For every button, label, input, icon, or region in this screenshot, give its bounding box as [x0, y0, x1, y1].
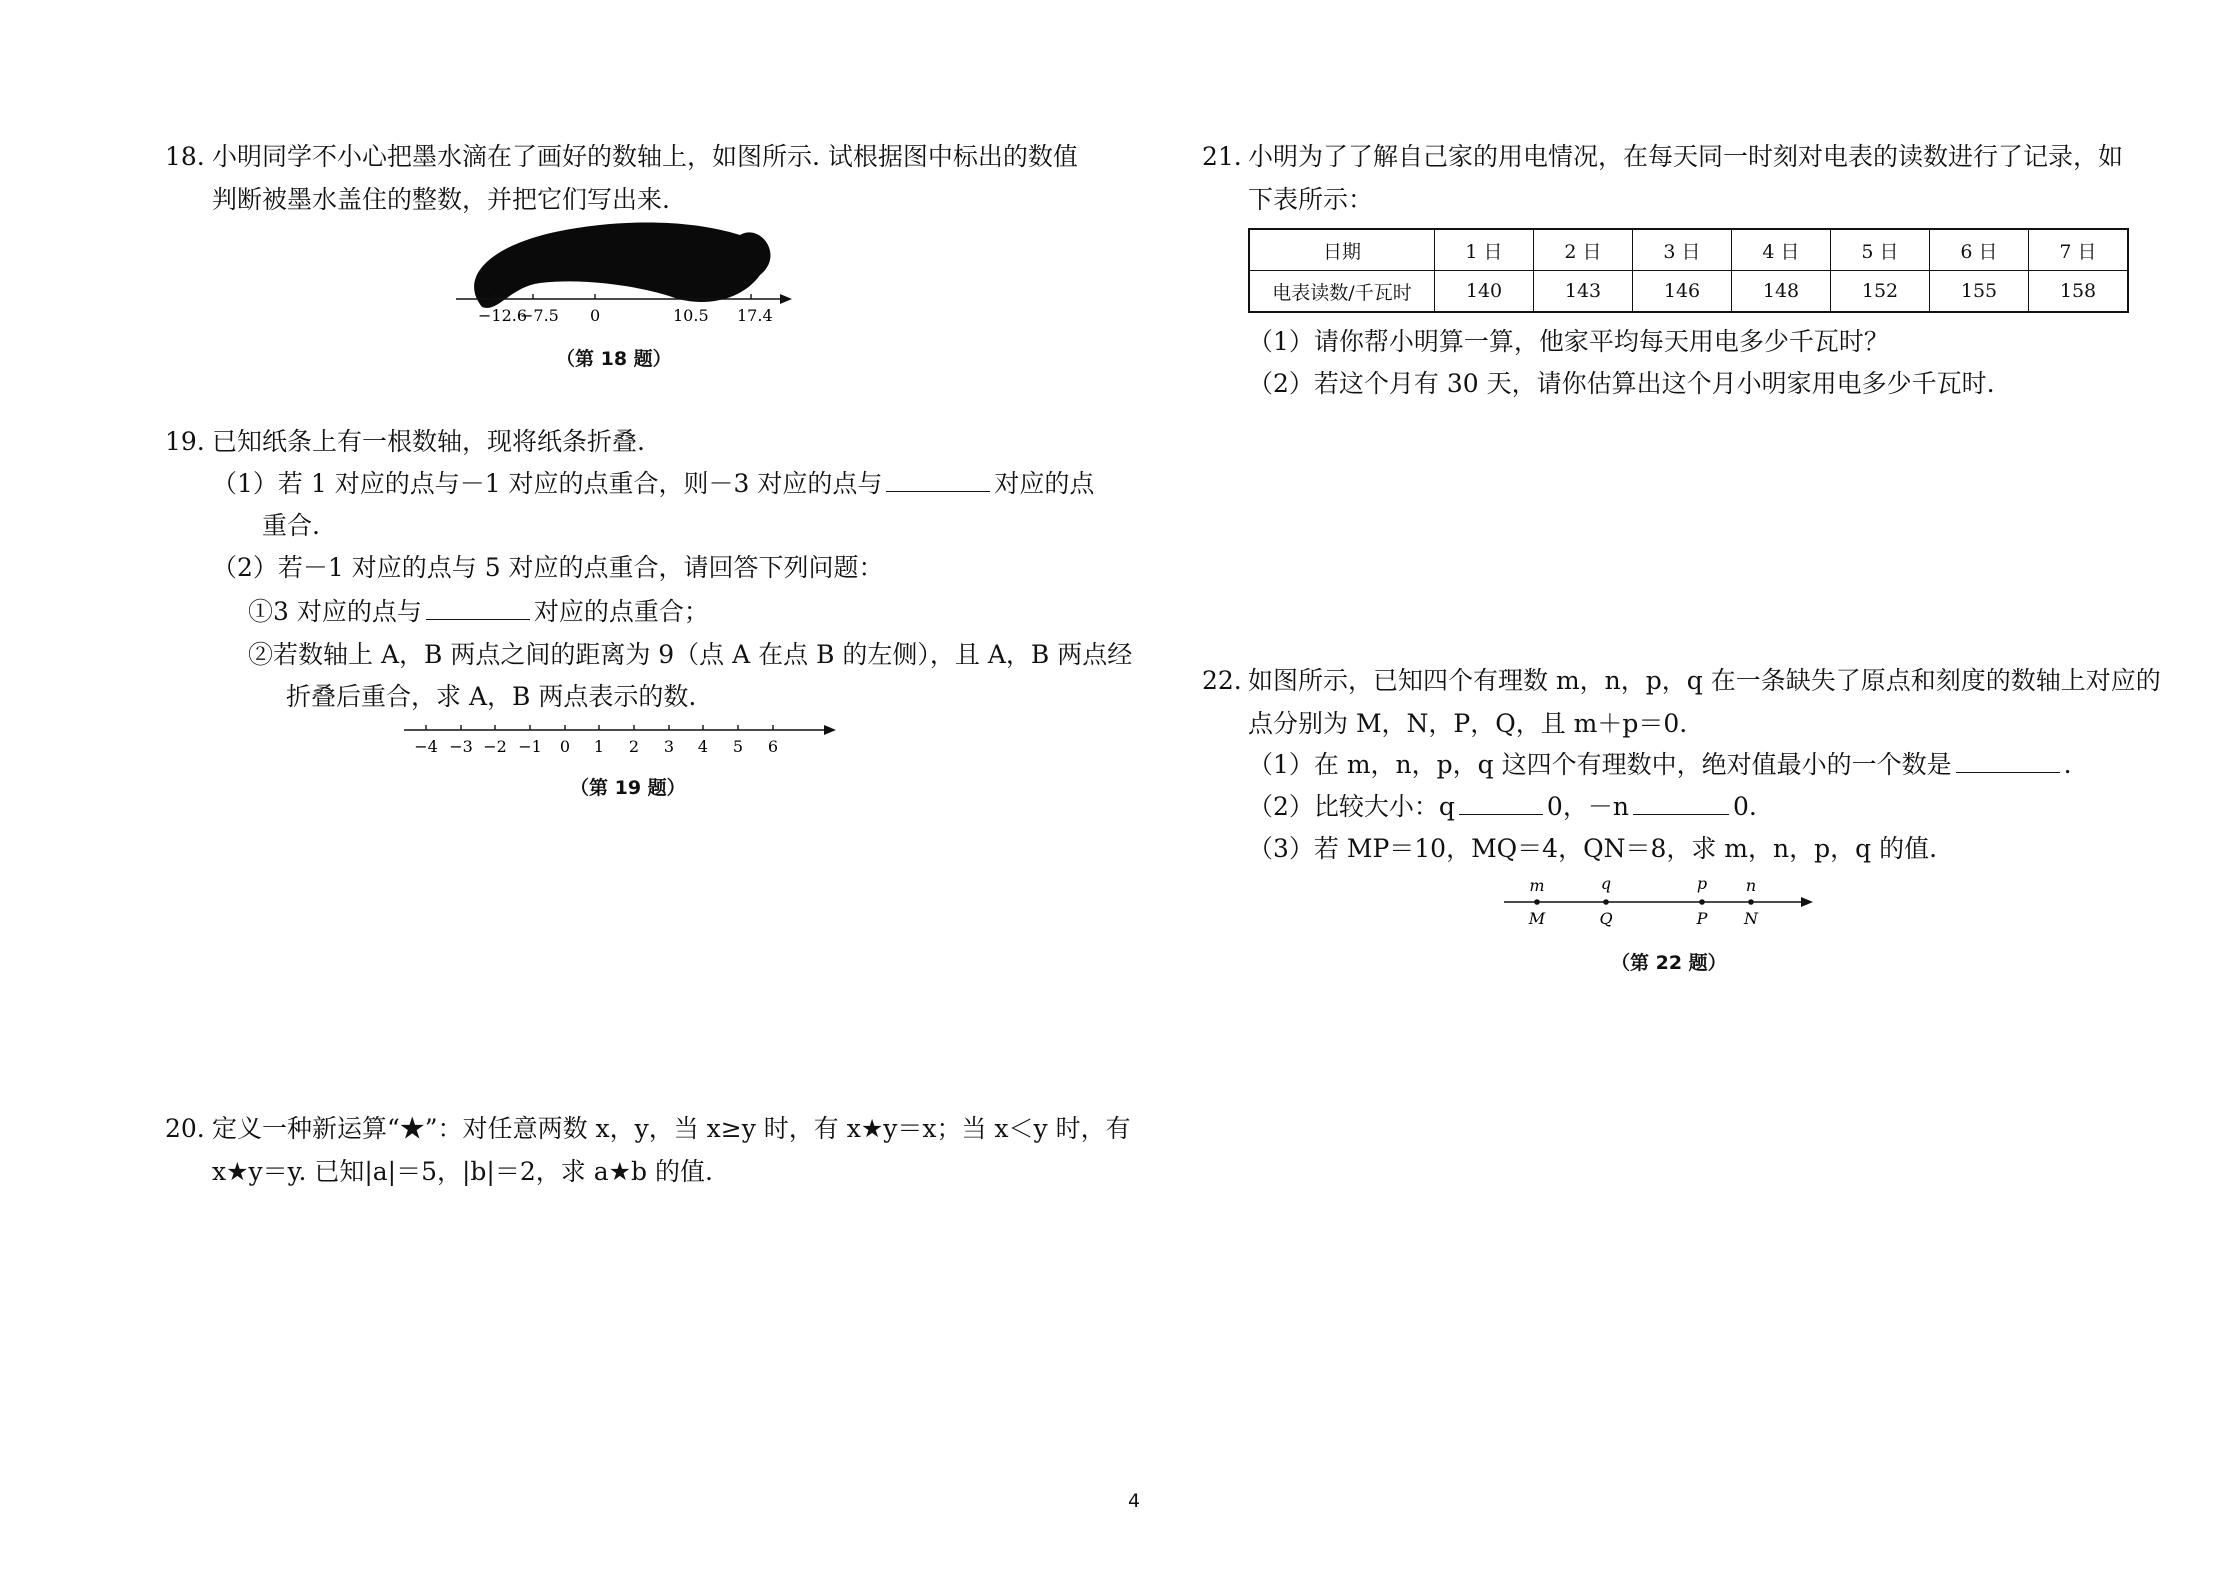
q20-number: 20. — [165, 1114, 205, 1143]
q20-text-line1: 定义一种新运算“★”：对任意两数 x，y，当 x≥y 时，有 x★y＝x；当 x＜y 时，有 — [212, 1114, 1131, 1143]
q19-number-line-figure — [400, 718, 850, 760]
q19-part2-sub2-line1: ②若数轴上 A，B 两点之间的距离为 9（点 A 在点 B 的左侧），且 A，B 两点经 — [248, 640, 1133, 669]
page-number: 4 — [1128, 1490, 1141, 1512]
q18-label-17.4: 17.4 — [737, 306, 773, 325]
q18-ink-number-line-figure — [440, 215, 810, 330]
q19-tick-0: 0 — [559, 737, 571, 756]
table-header-day3: 3 日 — [1633, 229, 1732, 271]
q21-part1: （1）请你帮小明算一算，他家平均每天用电多少千瓦时？ — [1248, 327, 1889, 356]
table-cell-day4: 148 — [1732, 271, 1831, 313]
q22-label-m: m — [1529, 876, 1545, 895]
table-row-label: 电表读数/千瓦时 — [1249, 271, 1435, 313]
q19-tick-neg3: −3 — [449, 737, 473, 756]
q18-caption: （第 18 题） — [556, 348, 672, 370]
q19-tick-neg4: −4 — [414, 737, 438, 756]
q19-part1-text-c: 重合. — [262, 511, 320, 540]
table-header-date: 日期 — [1249, 229, 1435, 271]
q19-tick-6: 6 — [767, 737, 779, 756]
q22-part1-text-b: . — [2063, 750, 2072, 779]
table-header-day5: 5 日 — [1831, 229, 1930, 271]
q22-part1-text-a: （1）在 m，n，p，q 这四个有理数中，绝对值最小的一个数是 — [1248, 750, 1952, 779]
q19-tick-neg2: −2 — [483, 737, 507, 756]
table-header-day2: 2 日 — [1534, 229, 1633, 271]
q22-label-M: M — [1528, 909, 1546, 928]
q22-label-P: P — [1696, 909, 1708, 928]
table-cell-day1: 140 — [1435, 271, 1534, 313]
q18-text-line2: 判断被墨水盖住的整数，并把它们写出来. — [212, 185, 670, 214]
q19-tick-3: 3 — [663, 737, 675, 756]
table-cell-day7: 158 — [2029, 271, 2129, 313]
q22-text-line2: 点分别为 M，N，P，Q，且 m＋p＝0. — [1248, 709, 1688, 738]
q22-part2-text-a: （2）比较大小：q — [1248, 792, 1455, 821]
q22-part1-answer-blank[interactable] — [1956, 750, 2060, 773]
q18-axis-arrow — [780, 294, 792, 304]
q18-label-10.5: 10.5 — [673, 306, 709, 325]
q22-label-q: q — [1600, 874, 1612, 893]
q18-label-neg7.5: −7.5 — [520, 306, 559, 325]
q19-tick-neg1: −1 — [518, 737, 542, 756]
q18-number: 18. — [165, 142, 205, 171]
q22-point-p — [1699, 899, 1705, 905]
table-header-day6: 6 日 — [1930, 229, 2029, 271]
q22-number: 22. — [1202, 666, 1242, 695]
q18-label-0: 0 — [590, 306, 601, 325]
q22-caption: （第 22 题） — [1611, 952, 1727, 974]
table-row — [1249, 229, 2128, 271]
table-header-day1: 1 日 — [1435, 229, 1534, 271]
q19-number: 19. — [165, 427, 205, 456]
q21-number: 21. — [1202, 142, 1242, 171]
q19-part2-sub1 — [248, 595, 709, 629]
q19-part1-answer-blank[interactable] — [886, 469, 990, 492]
q19-part2-sub1-text-b: 对应的点重合； — [533, 597, 709, 626]
q21-text-line1: 小明为了了解自己家的用电情况，在每天同一时刻对电表的读数进行了记录，如 — [1248, 142, 2124, 171]
q21-text-line2: 下表所示： — [1248, 185, 1374, 214]
q21-meter-table — [1248, 228, 2129, 313]
q22-point-q — [1603, 899, 1609, 905]
q19-part1 — [212, 467, 1094, 501]
q19-tick-5: 5 — [732, 737, 744, 756]
q22-label-N: N — [1744, 909, 1758, 928]
q19-part2: （2）若－1 对应的点与 5 对应的点重合，请回答下列问题： — [212, 553, 884, 582]
ink-blot — [474, 222, 770, 307]
q22-label-p: p — [1696, 874, 1708, 893]
table-header-day4: 4 日 — [1732, 229, 1831, 271]
q22-part1 — [1248, 748, 2072, 782]
q22-part2-answer-blank-2[interactable] — [1633, 792, 1729, 815]
table-row — [1249, 271, 2128, 313]
q19-part2-sub1-text-a: ①3 对应的点与 — [248, 597, 422, 626]
q22-label-n: n — [1745, 876, 1757, 895]
q19-tick-4: 4 — [697, 737, 709, 756]
q19-text-line1: 已知纸条上有一根数轴，现将纸条折叠. — [212, 427, 645, 456]
table-cell-day3: 146 — [1633, 271, 1732, 313]
q22-part2-answer-blank-1[interactable] — [1459, 792, 1543, 815]
q22-number-line-figure — [1500, 872, 1820, 932]
q19-part2-sub1-answer-blank[interactable] — [426, 597, 530, 620]
q22-label-Q: Q — [1599, 909, 1613, 928]
q19-part1-text-b: 对应的点 — [994, 469, 1095, 498]
q22-point-n — [1748, 899, 1754, 905]
q22-part2-text-c: 0. — [1732, 792, 1757, 821]
q19-tick-2: 2 — [628, 737, 640, 756]
q21-part2: （2）若这个月有 30 天，请你估算出这个月小明家用电多少千瓦时. — [1248, 369, 1995, 398]
q22-axis-arrow — [1801, 897, 1813, 907]
q19-part1-text-a: （1）若 1 对应的点与－1 对应的点重合，则－3 对应的点与 — [212, 469, 883, 498]
table-header-day7: 7 日 — [2029, 229, 2129, 271]
q18-label-neg12.6: −12.6 — [478, 306, 528, 325]
q22-point-m — [1534, 899, 1540, 905]
table-cell-day6: 155 — [1930, 271, 2029, 313]
q22-part2-text-b: 0，－n — [1546, 792, 1629, 821]
q22-text-line1: 如图所示，已知四个有理数 m，n，p，q 在一条缺失了原点和刻度的数轴上对应的 — [1248, 666, 2161, 695]
q19-axis-arrow — [824, 725, 836, 735]
q19-tick-1: 1 — [593, 737, 605, 756]
q22-part2 — [1248, 790, 1757, 824]
q19-caption: （第 19 题） — [570, 777, 686, 799]
table-cell-day2: 143 — [1534, 271, 1633, 313]
q22-part3: （3）若 MP＝10，MQ＝4，QN＝8，求 m，n，p，q 的值. — [1248, 834, 1938, 863]
q19-part2-sub2-line2: 折叠后重合，求 A，B 两点表示的数. — [286, 682, 697, 711]
table-cell-day5: 152 — [1831, 271, 1930, 313]
q18-text-line1: 小明同学不小心把墨水滴在了画好的数轴上，如图所示. 试根据图中标出的数值 — [212, 142, 1078, 171]
q20-text-line2: x★y＝y. 已知|a|＝5，|b|＝2，求 a★b 的值. — [212, 1157, 713, 1186]
